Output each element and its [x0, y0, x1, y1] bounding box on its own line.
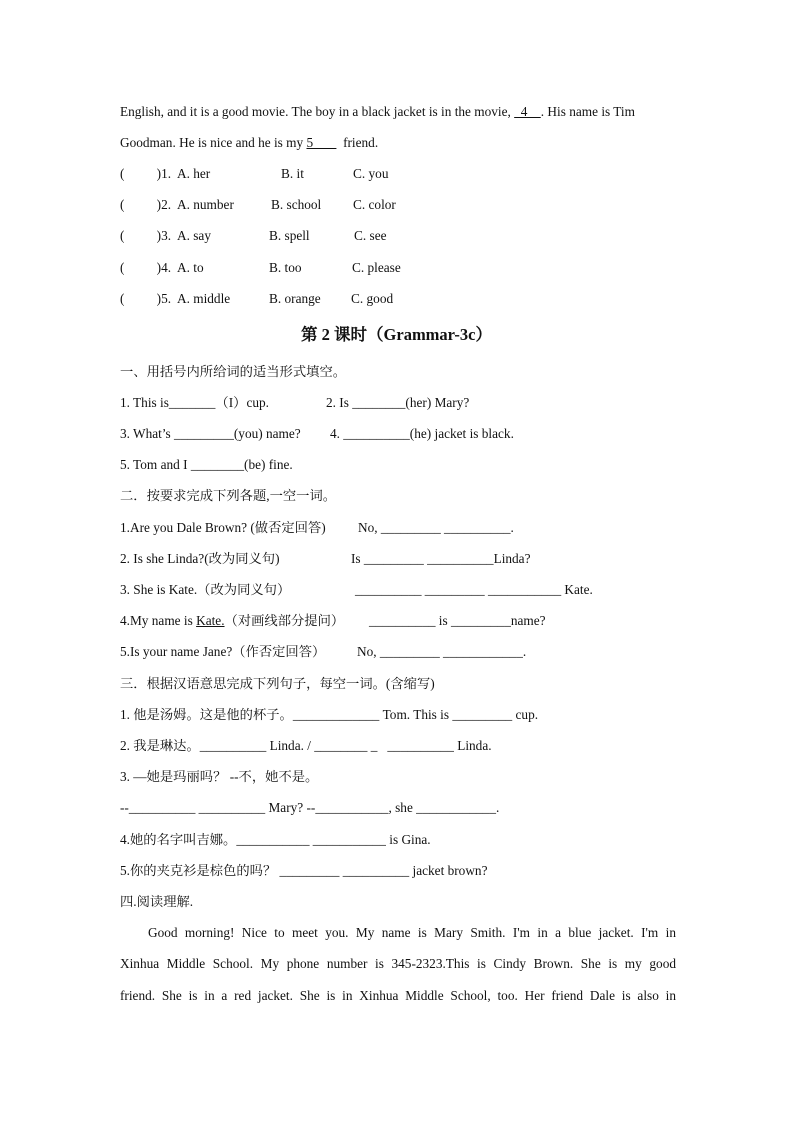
option-b: B. too — [269, 260, 302, 275]
section3-q1: 1. 他是汤姆。这是他的杯子。_____________ Tom. This is _________ cup. — [120, 707, 539, 722]
option-a: A. say — [177, 228, 211, 243]
passage-line-1 — [120, 104, 635, 120]
section3-q3-answer: --__________ __________ Mary? --___________, she ____________. — [120, 800, 500, 815]
passage-line-2 — [120, 135, 378, 151]
section3-q5: 5.你的夹克衫是棕色的吗？ _________ __________ jacket brown? — [120, 863, 488, 878]
section2-q4 — [120, 613, 344, 629]
paren: ( — [120, 197, 125, 212]
section3-heading: 三．根据汉语意思完成下列句子，每空一词。(含缩写) — [120, 676, 435, 691]
section4-heading: 四.阅读理解. — [120, 894, 194, 909]
passage-text: . His name is Tim — [540, 104, 635, 119]
option-b: B. school — [271, 197, 322, 212]
question-number: )5. — [150, 291, 172, 306]
reading-line-1: Good morning! Nice to meet you. My name is Mary Smith. I'm in a blue jacket. I'm in — [148, 925, 676, 940]
option-c: C. good — [351, 291, 394, 306]
section3-q2: 2. 我是琳达。__________ Linda. / ________ _ __________ Linda. — [120, 738, 492, 753]
option-a: A. number — [177, 197, 234, 212]
section2-q1-answer: No, _________ __________. — [358, 520, 514, 535]
option-c: C. color — [353, 197, 396, 212]
option-a: A. to — [177, 260, 204, 275]
question-number: )1. — [150, 166, 172, 181]
paren: ( — [120, 166, 125, 181]
section1-q1: 1. This is_______（I）cup. — [120, 395, 269, 410]
reading-line-2: Xinhua Middle School. My phone number is 345-2323.This is Cindy Brown. She is my good — [120, 956, 676, 971]
paren: ( — [120, 291, 125, 306]
passage-text: English, and it is a good movie. The boy in a black jacket is in the movie, — [120, 104, 515, 119]
section2-q5-answer: No, _________ ____________. — [357, 644, 527, 659]
question-number: )3. — [150, 228, 172, 243]
section2-q2: 2. Is she Linda?(改为同义句) — [120, 551, 280, 566]
underlined-word: Kate. — [196, 613, 225, 628]
section1-q5: 5. Tom and I ________(be) fine. — [120, 457, 293, 472]
option-b: B. it — [281, 166, 304, 181]
section1-q2: 2. Is ________(her) Mary? — [326, 395, 470, 410]
section2-q4-answer: __________ is _________name? — [369, 613, 546, 628]
option-a: A. her — [177, 166, 211, 181]
paren: ( — [120, 260, 125, 275]
option-a: A. middle — [177, 291, 231, 306]
option-b: B. spell — [269, 228, 310, 243]
passage-text: Goodman. He is nice and he is my — [120, 135, 307, 150]
option-b: B. orange — [269, 291, 321, 306]
section2-q4-instruction: （对画线部分提问） — [224, 613, 345, 628]
blank-5: 5 — [306, 135, 337, 150]
passage-text: friend. — [336, 135, 379, 150]
section3-q3: 3. —她是玛丽吗？ --不，她不是。 — [120, 769, 319, 784]
section2-q1: 1.Are you Dale Brown? (做否定回答) — [120, 520, 326, 535]
paren: ( — [120, 228, 125, 243]
option-c: C. see — [354, 228, 387, 243]
section2-q5: 5.Is your name Jane?（作否定回答） — [120, 644, 326, 659]
option-c: C. please — [352, 260, 401, 275]
section2-q3-answer: __________ _________ ___________ Kate. — [355, 582, 593, 597]
blank-4: 4 — [514, 104, 541, 119]
lesson-title: 第 2 课时（Grammar-3c） — [301, 325, 492, 344]
section2-q4-text: 4.My name is — [120, 613, 197, 628]
section1-q4: 4. __________(he) jacket is black. — [330, 426, 514, 441]
question-number: )2. — [150, 197, 172, 212]
section2-q2-answer: Is _________ __________Linda? — [351, 551, 531, 566]
section1-q3: 3. What’s _________(you) name? — [120, 426, 301, 441]
section1-heading: 一、用括号内所给词的适当形式填空。 — [120, 364, 347, 379]
section2-heading: 二．按要求完成下列各题,一空一词。 — [120, 488, 337, 503]
question-number: )4. — [150, 260, 172, 275]
section3-q4: 4.她的名字叫吉娜。___________ ___________ is Gina. — [120, 832, 431, 847]
option-c: C. you — [353, 166, 389, 181]
reading-line-3: friend. She is in a red jacket. She is in Xinhua Middle School, too. Her friend Dale is also in — [120, 988, 676, 1003]
section2-q3: 3. She is Kate.（改为同义句） — [120, 582, 291, 597]
